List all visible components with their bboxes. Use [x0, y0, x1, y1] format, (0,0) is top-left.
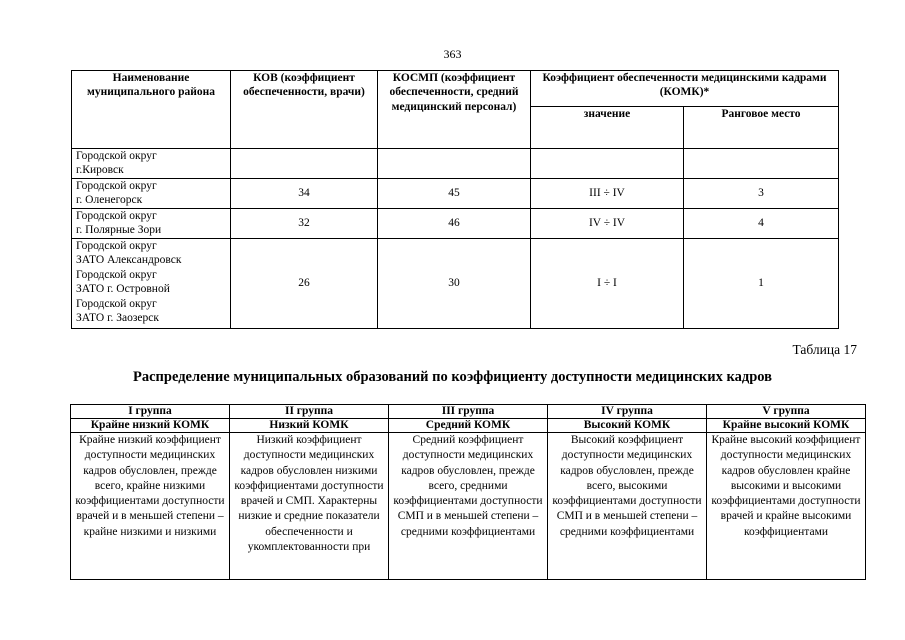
page-number: 363 — [443, 47, 462, 61]
district-cell: Городской округ г.Кировск — [72, 149, 231, 179]
kosmp-cell: 30 — [378, 239, 531, 329]
group-description: Крайне низкий коэффициент доступности медицинских кадров обусловлен, прежде всего, крайне низкими коэффициентами доступности врачей и в меньшей степени – крайне низкими и низкими — [75, 434, 225, 538]
group-description: Низкий коэффициент доступности медицинских кадров обусловлен низкими коэффициентами доступности врачей и СМП. Характерны низкие и средние показатели обеспеченности и укомплектованности при — [234, 434, 384, 554]
komk-level: Крайне низкий КОМК — [71, 419, 230, 433]
group-header: V группа — [707, 405, 866, 419]
komk-value-cell — [531, 149, 684, 179]
header-value: значение — [531, 107, 684, 149]
header-rank: Ранговое место — [684, 107, 839, 149]
rank-cell: 3 — [684, 179, 839, 209]
komk-level: Крайне высокий КОМК — [707, 419, 866, 433]
table-row — [72, 149, 839, 179]
header-komk: Коэффициент обеспеченности медицинскими кадрами (КОМК)* — [531, 71, 839, 107]
komk-level: Высокий КОМК — [548, 419, 707, 433]
table-row — [72, 179, 839, 209]
kosmp-cell: 46 — [378, 209, 531, 239]
group-description: Крайне высокий коэффициент доступности медицинских кадров обусловлен крайне высокими и высокими коэффициентами доступности врачей и крайне высокими коэффициентами — [711, 434, 861, 538]
komk-value-cell: IV ÷ IV — [531, 209, 684, 239]
komk-level: Средний КОМК — [389, 419, 548, 433]
kov-cell: 32 — [231, 209, 378, 239]
kov-cell — [231, 149, 378, 179]
kosmp-cell: 45 — [378, 179, 531, 209]
komk-groups-table — [70, 404, 866, 580]
district-cell: Городской округ г. Полярные Зори — [72, 209, 231, 239]
kosmp-cell — [378, 149, 531, 179]
komk-level-row — [71, 419, 866, 433]
table-number: Таблица 17 — [792, 342, 857, 357]
komk-value-cell: I ÷ I — [531, 239, 684, 329]
kov-cell: 34 — [231, 179, 378, 209]
table-row — [72, 239, 839, 329]
table-row — [72, 209, 839, 239]
table-title: Распределение муниципальных образований по коэффициенту доступности медицинских кадров — [133, 369, 772, 385]
group-description: Средний коэффициент доступности медицинских кадров обусловлен, прежде всего, средними коэффициентами доступности СМП и в меньшей степени – средними коэффициентами — [393, 434, 543, 538]
header-kov: КОВ (коэффициент обеспеченности, врачи) — [231, 71, 378, 149]
komk-level: Низкий КОМК — [230, 419, 389, 433]
kov-cell: 26 — [231, 239, 378, 329]
komk-value-cell: III ÷ IV — [531, 179, 684, 209]
group-header: III группа — [389, 405, 548, 419]
header-kosmp: КОСМП (коэффициент обеспеченности, средний медицинский персонал) — [378, 71, 531, 149]
group-header-row — [71, 405, 866, 419]
description-row — [71, 433, 866, 580]
group-header: I группа — [71, 405, 230, 419]
rank-cell: 1 — [684, 239, 839, 329]
rank-cell — [684, 149, 839, 179]
rank-cell: 4 — [684, 209, 839, 239]
group-description: Высокий коэффициент доступности медицинских кадров обусловлен, прежде всего, высокими коэффициентами доступности СМП и в меньшей степени – средними коэффициентами — [552, 434, 702, 538]
medical-staffing-table — [71, 70, 839, 329]
group-header: II группа — [230, 405, 389, 419]
group-header: IV группа — [548, 405, 707, 419]
district-cell: Городской округ г. Оленегорск — [72, 179, 231, 209]
header-district: Наименование муниципального района — [72, 71, 231, 149]
district-cell: Городской округ ЗАТО Александровск Городской округ ЗАТО г. Островной Городской округ ЗАТО г. Заозерск — [72, 239, 231, 329]
